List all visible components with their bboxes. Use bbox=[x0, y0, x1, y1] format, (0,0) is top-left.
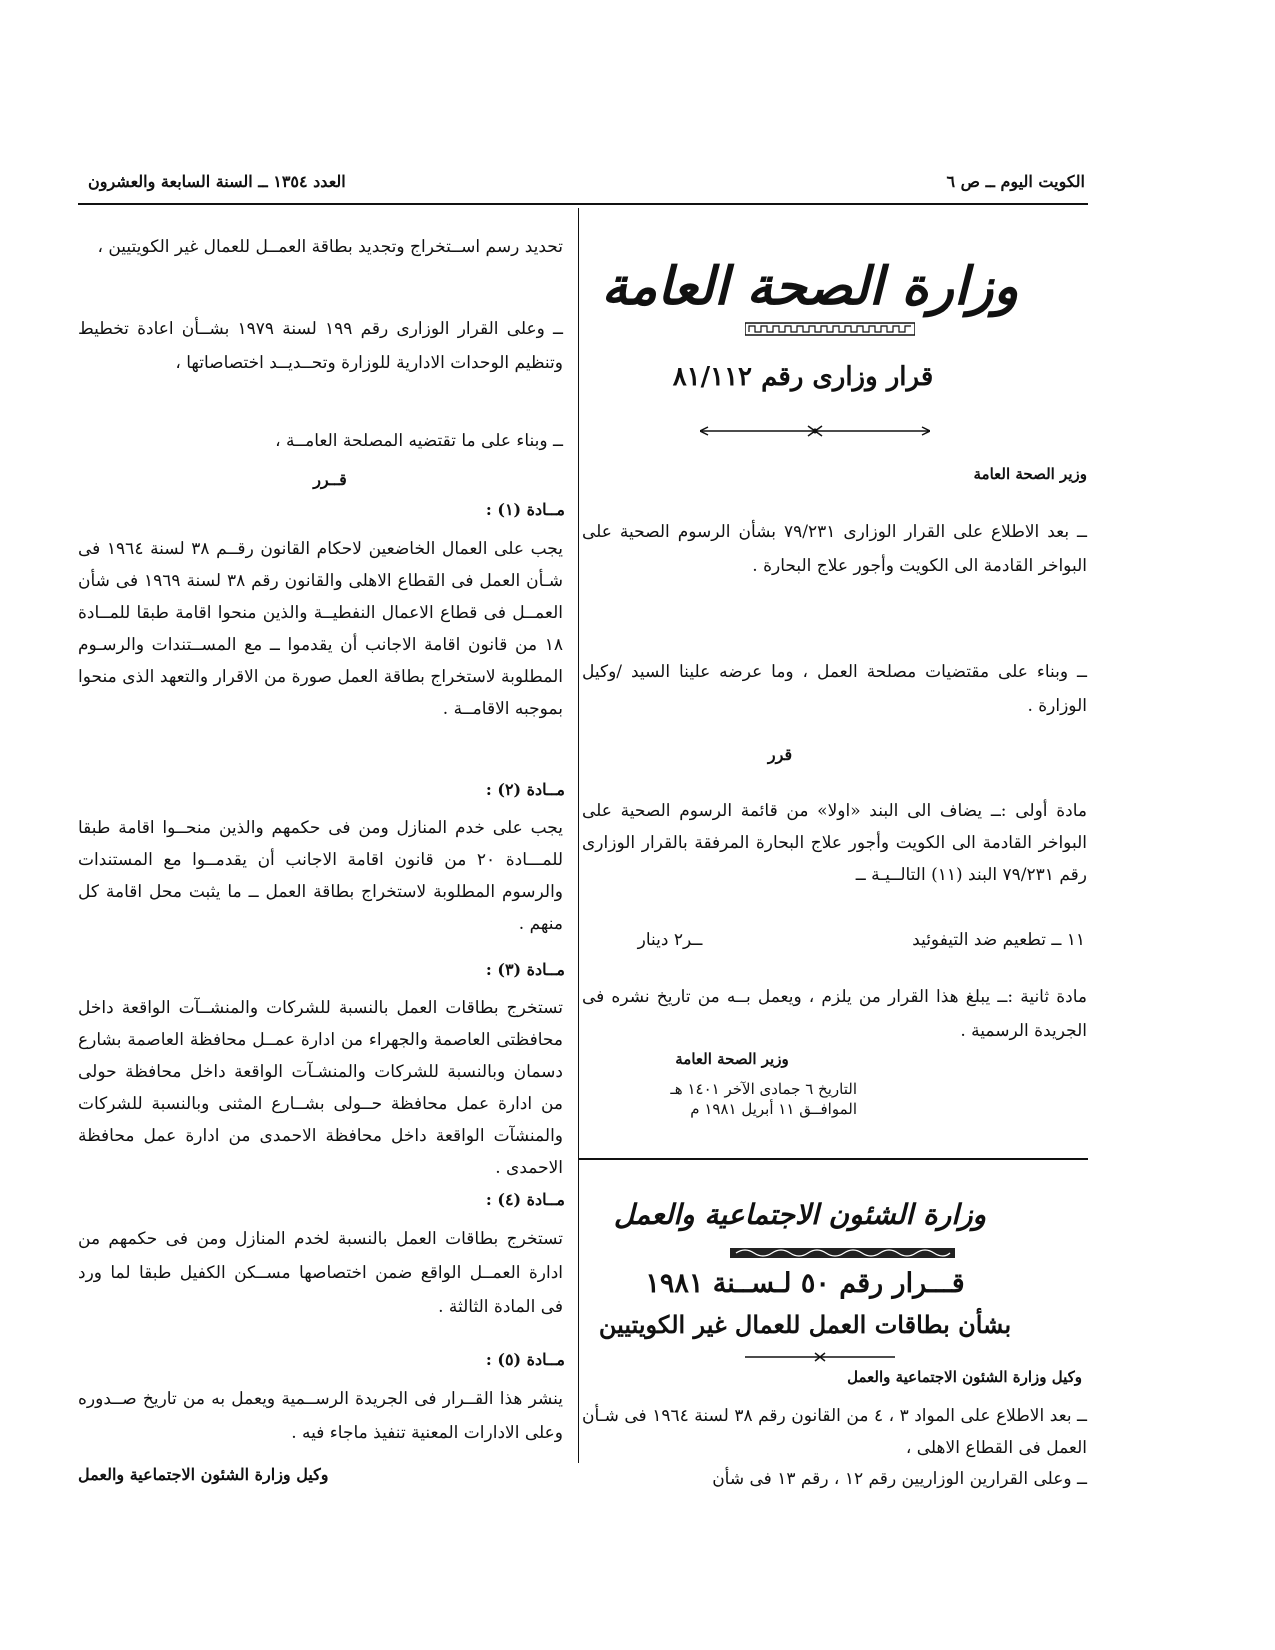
decree-title: قرار وزارى رقم ٨١/١١٢ bbox=[672, 362, 934, 392]
right-preamble-3: ــ بعد الاطلاع على المواد ٣ ، ٤ من القانون رقم ٣٨ لسنة ١٩٦٤ فى شـأن العمل فى القطاع الاهلى ، bbox=[582, 1406, 1088, 1458]
left-decided: قــرر bbox=[313, 470, 347, 489]
article-5-title: مــادة (٥) : bbox=[485, 1350, 565, 1369]
article-1-title: مــادة (١) : bbox=[485, 500, 565, 519]
item-11-label: ١١ ــ تطعيم ضد التيفوئيد bbox=[912, 930, 1085, 950]
minister-heading: وزير الصحة العامة bbox=[973, 465, 1087, 483]
ornament-arrow-divider-2 bbox=[745, 1352, 895, 1362]
left-intro: تحديد رسم اســتخراج وتجديد بطاقة العمــل للعمال غير الكويتيين ، bbox=[97, 237, 563, 257]
ministry2-title: وزارة الشئون الاجتماعية والعمل bbox=[613, 1198, 987, 1231]
article-3-title: مــادة (٣) : bbox=[485, 960, 565, 979]
right-article-2: مادة ثانية :ــ يبلغ هذا القرار من يلزم ، ويعمل بــه من تاريخ نشره فى الجريدة الرسمية . bbox=[582, 987, 1087, 1041]
section-rule bbox=[578, 1158, 1088, 1160]
header-page-ref: الكويت اليوم ــ ص ٦ bbox=[946, 172, 1085, 191]
article-4-title: مــادة (٤) : bbox=[485, 1190, 565, 1209]
left-preamble-2: ــ وبناء على ما تقتضيه المصلحة العامــة ، bbox=[275, 431, 563, 451]
article-2-title: مــادة (٢) : bbox=[485, 780, 565, 799]
right-decided: قرر bbox=[767, 745, 793, 764]
article-3-body: تستخرج بطاقات العمل بالنسبة للشركات والمنشــآت الواقعة داخل محافظتى العاصمة والجهراء من ادارة عمــل محافظة العاصمة بشارع دسمان وبالنسبة للشركات والمنشـآت الواقعة داخل محافظة حولى من ادارة عمل محافظة حــولى بشــارع المثنى وبالنسبة للشركات والمنشآت الواقعة داخل محافظة الاحمدى من ادارة عمل محافظة الاحمدى . bbox=[78, 998, 563, 1178]
ornament-arrow-divider bbox=[700, 425, 930, 437]
date-gregorian: الموافــق ١١ أبريل ١٩٨١ م bbox=[690, 1100, 857, 1118]
right-preamble-1: ــ بعد الاطلاع على القرار الوزارى ٧٩/٢٣١ بشأن الرسوم الصحية على البواخر القادمة الى الكويت وأجور علاج البحارة . bbox=[582, 522, 1087, 576]
right-preamble-2: ــ وبناء على مقتضيات مصلحة العمل ، وما عرضه علينا السيد /وكيل الوزارة . bbox=[582, 662, 1087, 716]
item-11-value: ــر٢ دينار bbox=[637, 930, 703, 950]
column-separator bbox=[578, 208, 579, 1463]
article-4-body: تستخرج بطاقات العمل بالنسبة لخدم المنازل ومن فى حكمهم من ادارة العمــل الواقع ضمن اختصاصها مســكن الكفيل طبقا لما ورد فى المادة الثالثة . bbox=[78, 1229, 563, 1317]
right-signature: وزير الصحة العامة bbox=[675, 1050, 789, 1068]
right-preamble-4: ــ وعلى القرارين الوزاريين رقم ١٢ ، رقم ١٣ فى شأن bbox=[712, 1469, 1087, 1489]
left-preamble-1: ــ وعلى القرار الوزارى رقم ١٩٩ لسنة ١٩٧٩ بشــأن اعادة تخطيط وتنظيم الوحدات الادارية للوزارة وتحــديــد اختصاصاتها ، bbox=[78, 319, 563, 373]
decree2-subject: بشأن بطاقات العمل للعمال غير الكويتيين bbox=[598, 1310, 1012, 1339]
left-signature: وكيل وزارة الشئون الاجتماعية والعمل bbox=[78, 1465, 329, 1484]
right-article-1: مادة أولى :ــ يضاف الى البند «اولا» من قائمة الرسوم الصحية على البواخر القادمة الى الكويت وأجور علاج البحارة المرفقة بالقرار الوزارى رقم ٧٩/٢٣١ البند (١١) التالــيـة ــ bbox=[582, 801, 1087, 885]
date-hijri: التاريخ ٦ جمادى الآخر ١٤٠١ هـ bbox=[670, 1080, 857, 1098]
article-1-body: يجب على العمال الخاضعين لاحكام القانون رقــم ٣٨ لسنة ١٩٦٤ فى شـأن العمل فى القطاع الاهلى والقانون رقم ٣٨ لسنة ١٩٦٩ فى شأن العمــل فى قطاع الاعمال النفطيــة والذين منحوا اقامة طبقا للمــادة ١٨ من قانون اقامة الاجانب أن يقدموا ــ مع المســتندات والرسـوم المطلوبة لاستخراج بطاقة العمل صورة من الاقرار والتعهد الذى منحوا بموجبه الاقامــة . bbox=[78, 539, 564, 719]
ministry-title: وزارة الصحة العامة bbox=[601, 256, 1019, 317]
article-2-body: يجب على خدم المنازل ومن فى حكمهم والذين منحــوا اقامة طبقا للمـــادة ٢٠ من قانون اقامة الاجانب أن يقدمــوا مع المستندات والرسوم المطلوبة لاستخراج بطاقة العمل ــ ما يثبت محل اقامة كل منهم . bbox=[78, 818, 564, 934]
undersecretary-heading: وكيل وزارة الشئون الاجتماعية والعمل bbox=[847, 1368, 1082, 1386]
ornament-band bbox=[730, 1246, 955, 1260]
header-issue-info: العدد ١٣٥٤ ــ السنة السابعة والعشرون bbox=[88, 172, 346, 191]
decree2-title: قـــرار رقم ٥٠ لـســنة ١٩٨١ bbox=[645, 1268, 965, 1299]
article-5-body: ينشر هذا القــرار فى الجريدة الرســمية ويعمل به من تاريخ صــدوره وعلى الادارات المعنية تنفيذ ماجاء فيه . bbox=[78, 1389, 563, 1443]
ornament-divider bbox=[745, 322, 915, 336]
header-rule bbox=[78, 203, 1088, 205]
